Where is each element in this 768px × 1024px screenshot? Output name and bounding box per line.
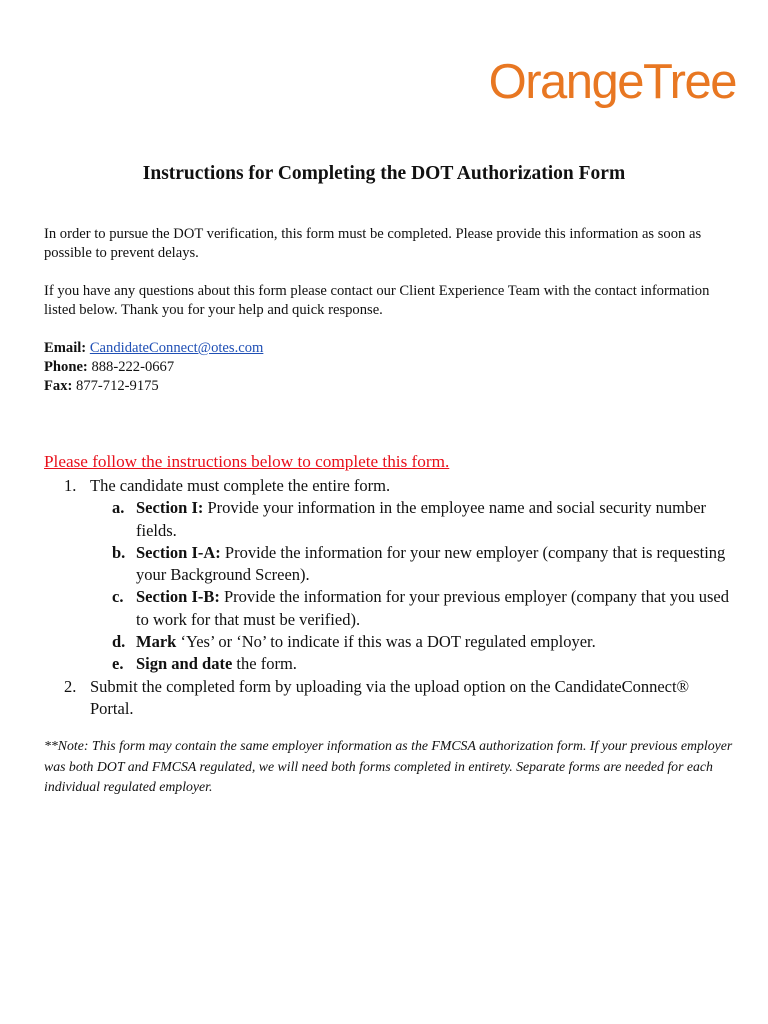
contact-block	[44, 339, 263, 396]
substep-text: Provide your information in the employee name and social security number fields.	[136, 498, 707, 540]
footnote: **Note: This form may contain the same employer information as the FMCSA authorization form. If your previous employer was both DOT and FMCSA regulated, we will need both forms completed in entirety. Separate forms are needed for each individual regulated employer.	[44, 738, 733, 794]
page-title: Instructions for Completing the DOT Authorization Form	[142, 163, 626, 184]
substep-bold: Section I-A:	[136, 542, 221, 562]
substep-text: the form.	[232, 654, 297, 674]
list-item	[44, 676, 734, 721]
list-item	[44, 653, 734, 675]
fax-value: 877-712-9175	[76, 378, 159, 394]
substep-letter: e.	[112, 654, 124, 674]
substep-text: ‘Yes’ or ‘No’ to indicate if this was a DOT regulated employer.	[176, 632, 596, 652]
substep-bold: Mark	[136, 632, 177, 652]
list-item	[44, 475, 734, 497]
instructions-heading: Please follow the instructions below to complete this form.	[44, 452, 450, 471]
step-number: 2.	[64, 676, 77, 696]
intro-paragraph: In order to pursue the DOT verification, this form must be completed. Please provide this information as soon as possible to prevent delays.	[44, 226, 702, 261]
substep-letter: d.	[112, 632, 126, 652]
email-row	[44, 339, 263, 358]
substep-text: Provide the information for your previous employer (company that you used to work for that must be verified).	[136, 587, 729, 629]
fax-label: Fax:	[44, 378, 73, 394]
email-label: Email:	[44, 340, 87, 356]
list-item	[44, 586, 734, 631]
substep-list	[44, 497, 734, 675]
fax-row	[44, 377, 263, 396]
substep-bold: Sign and date	[136, 654, 233, 674]
list-item	[44, 631, 734, 653]
list-item	[44, 497, 734, 542]
step-text: Submit the completed form by uploading via the upload option on the CandidateConnect® Portal.	[90, 676, 690, 718]
substep-text: Provide the information for your new employer (company that is requesting your Background Screen).	[136, 542, 726, 585]
questions-paragraph: If you have any questions about this form please contact our Client Experience Team with the contact information listed below. Thank you for your help and quick response.	[44, 283, 710, 318]
email-link[interactable]: CandidateConnect@otes.com	[89, 340, 264, 356]
orangetree-logo: OrangeTree	[488, 55, 736, 109]
step-text: The candidate must complete the entire form.	[90, 476, 391, 495]
phone-value: 888-222-0667	[91, 359, 175, 375]
list-item	[44, 542, 734, 587]
substep-bold: Section I-B:	[136, 587, 220, 607]
substep-letter: a.	[112, 498, 125, 518]
substep-letter: c.	[112, 587, 124, 607]
substep-letter: b.	[112, 542, 126, 562]
phone-row	[44, 358, 263, 377]
phone-label: Phone:	[44, 359, 88, 375]
instruction-list	[44, 475, 734, 720]
step-number: 1.	[64, 476, 77, 495]
substep-bold: Section I:	[136, 498, 204, 518]
